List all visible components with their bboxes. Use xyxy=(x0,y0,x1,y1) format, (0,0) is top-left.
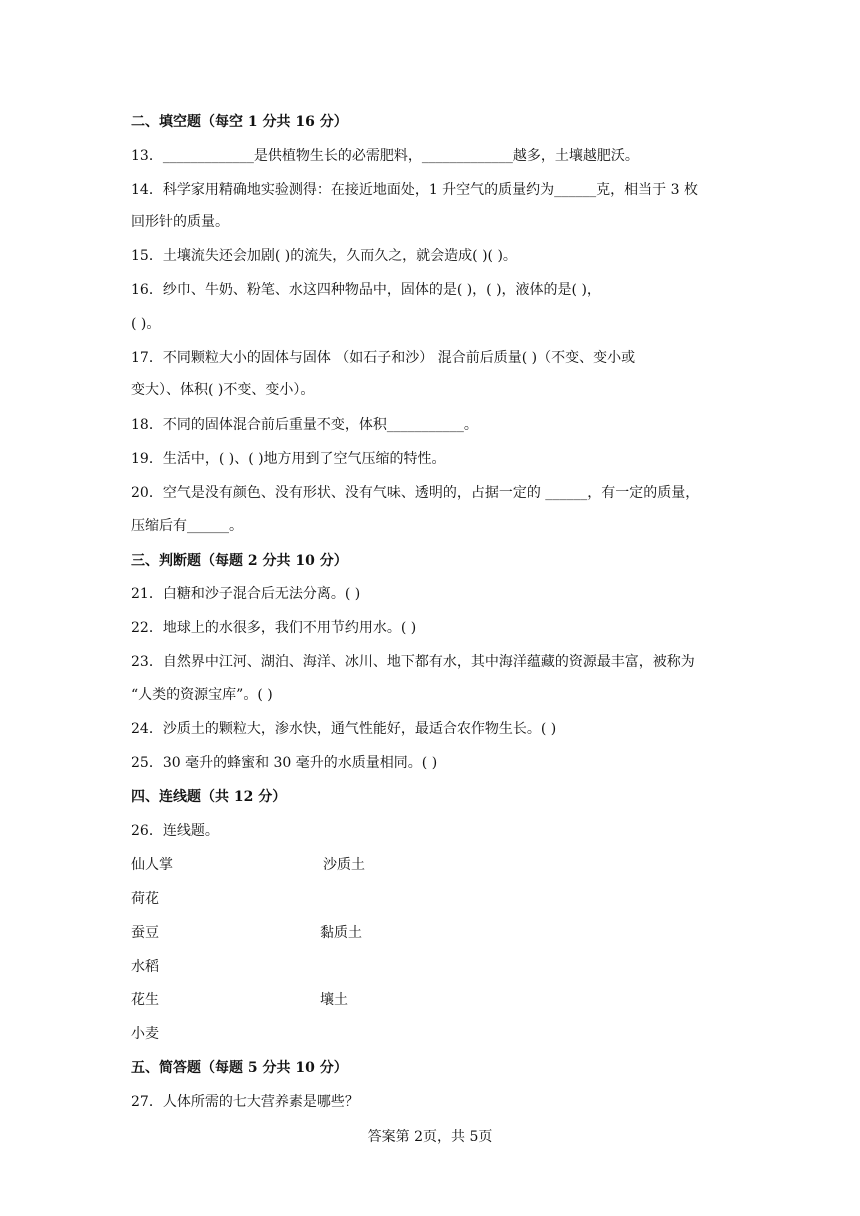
question-22: 22．地球上的水很多，我们不用节约用水。( ) xyxy=(131,620,417,636)
question-16-line-1: 16．纱巾、牛奶、粉笔、水这四种物品中，固体的是( )，( )，液体的是( )， xyxy=(131,282,601,298)
question-19: 19．生活中，( )、( )地方用到了空气压缩的特性。 xyxy=(131,451,446,467)
section-heading-fill-blank: 二、填空题（每空 1 分共 16 分） xyxy=(131,114,348,130)
question-16-line-2: ( )。 xyxy=(131,316,161,332)
section-heading-matching: 四、连线题（共 12 分） xyxy=(131,789,287,805)
question-27: 27．人体所需的七大营养素是哪些？ xyxy=(131,1094,359,1110)
question-24: 24．沙质土的颗粒大，渗水快，通气性能好，最适合农作物生长。( ) xyxy=(131,721,557,737)
matching-left-item: 花生 xyxy=(131,992,159,1008)
question-20-line-2: 压缩后有______。 xyxy=(131,518,243,534)
section-heading-short-answer: 五、简答题（每题 5 分共 10 分） xyxy=(131,1060,348,1076)
matching-left-item: 蚕豆 xyxy=(131,925,159,941)
question-17-line-1: 17．不同颗粒大小的固体与固体 （如石子和沙） 混合前后质量( )（不变、变小或 xyxy=(131,350,636,366)
matching-left-item: 荷花 xyxy=(131,891,159,907)
question-25: 25．30 毫升的蜂蜜和 30 毫升的水质量相同。( ) xyxy=(131,755,438,771)
question-21: 21．白糖和沙子混合后无法分离。( ) xyxy=(131,586,361,602)
question-26: 26．连线题。 xyxy=(131,823,219,839)
matching-left-item: 仙人掌 xyxy=(131,857,173,873)
question-23-line-2: “人类的资源宝库”。( ) xyxy=(131,687,273,703)
section-heading-true-false: 三、判断题（每题 2 分共 10 分） xyxy=(131,553,348,569)
page-footer: 答案第 2页，共 5页 xyxy=(367,1129,493,1145)
question-15: 15．土壤流失还会加剧( )的流失，久而久之，就会造成( )( )。 xyxy=(131,248,517,264)
matching-right-item: 壤土 xyxy=(320,992,348,1008)
question-14-line-1: 14．科学家用精确地实验测得：在接近地面处，1 升空气的质量约为______克，相当于 3 枚 xyxy=(131,182,698,198)
question-14-line-2: 回形针的质量。 xyxy=(131,214,229,230)
matching-left-item: 小麦 xyxy=(131,1026,159,1042)
matching-right-item: 沙质土 xyxy=(323,857,365,873)
matching-left-item: 水稻 xyxy=(131,959,159,975)
question-23-line-1: 23．自然界中江河、湖泊、海洋、冰川、地下都有水，其中海洋蕴藏的资源最丰富，被称为 xyxy=(131,654,695,670)
matching-right-item: 黏质土 xyxy=(320,925,362,941)
question-17-line-2: 变大）、体积( )不变、变小）。 xyxy=(131,382,315,398)
question-20-line-1: 20．空气是没有颜色、没有形状、没有气味、透明的，占据一定的 ______，有一定的质量， xyxy=(131,485,700,501)
question-13: 13．_____________是供植物生长的必需肥料，_____________越多，土壤越肥沃。 xyxy=(131,148,639,164)
question-18: 18．不同的固体混合前后重量不变，体积___________。 xyxy=(131,417,478,433)
